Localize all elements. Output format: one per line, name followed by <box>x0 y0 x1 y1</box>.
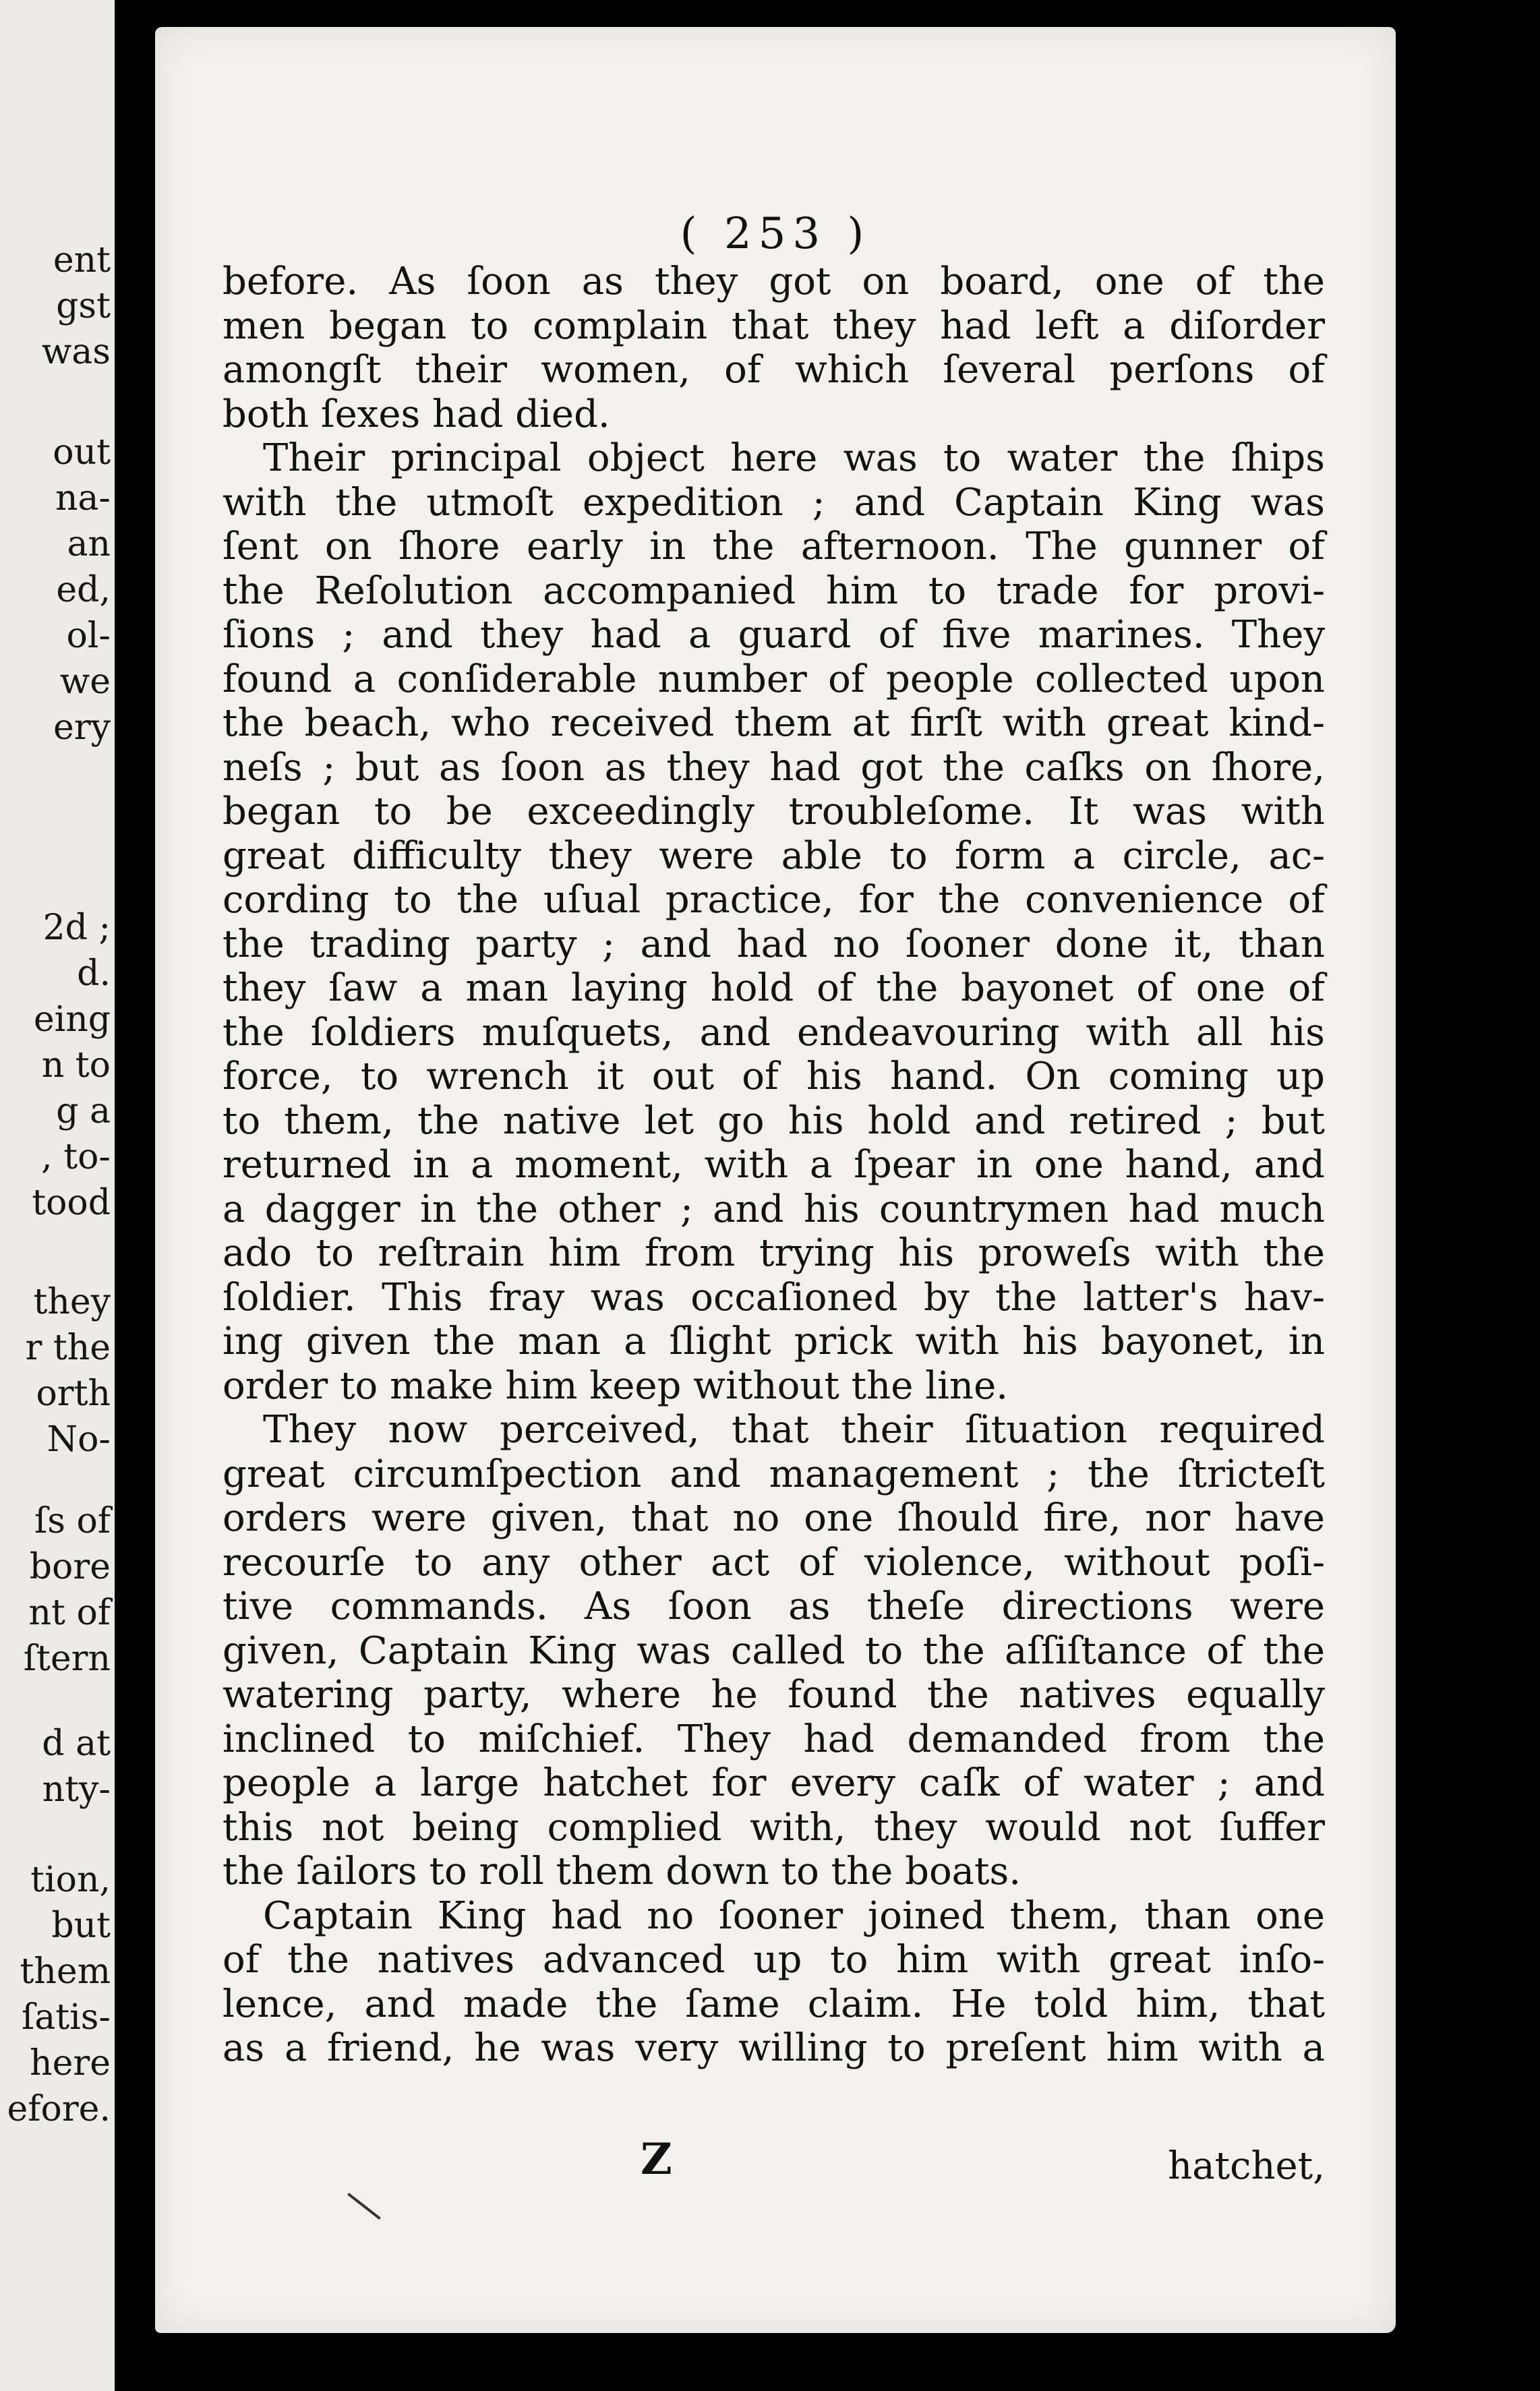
text-line: the Reſolution accompanied him to trade for provi- <box>223 568 1325 613</box>
catchword: hatchet, <box>1168 2144 1325 2188</box>
text-line: ing given the man a ſlight prick with his bayonet, in <box>223 1320 1325 1363</box>
book-gutter <box>115 0 155 2391</box>
text-line: neſs ; but as ſoon as they had got the caſks on ſhore, <box>223 745 1325 790</box>
text-line: as a friend, he was very willing to preſent him with a <box>223 2026 1325 2070</box>
facing-page-fragment: nty- <box>42 1769 111 1810</box>
text-line: Captain King had no ſooner joined them, than one <box>263 1893 1325 1938</box>
facing-page-fragment: an <box>67 524 111 564</box>
facing-page-fragment: gst <box>56 286 111 326</box>
text-line: orders were given, that no one ſhould fire, nor have <box>223 1496 1325 1540</box>
facing-page-fragment: but <box>51 1906 111 1946</box>
facing-page-fragment: No- <box>47 1419 111 1460</box>
text-line: They now perceived, that their ſituation required <box>263 1408 1325 1452</box>
text-line: found a conſiderable number of people collected upon <box>223 657 1325 701</box>
facing-page-fragment: we <box>59 661 111 702</box>
facing-page-fragment: out <box>53 432 111 473</box>
facing-page-fragment: bore <box>29 1547 111 1587</box>
text-line: people a large hatchet for every caſk of water ; and <box>223 1761 1325 1805</box>
text-line: they ſaw a man laying hold of the bayonet of one of <box>223 966 1325 1010</box>
text-line: ſoldier. This fray was occaſioned by the latter's hav- <box>223 1275 1325 1320</box>
facing-page-fragment: ol- <box>66 616 111 656</box>
facing-page-fragment: na- <box>55 478 111 519</box>
facing-page-fragment: ſs of <box>34 1501 111 1541</box>
text-line: given, Captain King was called to the aſſiſtance of the <box>223 1628 1325 1673</box>
text-line: of the natives advanced up to him with great inſo- <box>223 1938 1325 1982</box>
signature-mark: Z <box>641 2134 672 2185</box>
facing-page-fragment: nt of <box>28 1593 111 1633</box>
text-line: ſent on ſhore early in the afternoon. The gunner of <box>223 525 1325 568</box>
facing-page-edge <box>0 0 115 2391</box>
facing-page-fragment: tood <box>32 1183 111 1223</box>
text-line: tive commands. As ſoon as theſe directions were <box>223 1585 1325 1628</box>
facing-page-fragment: they <box>33 1282 111 1322</box>
facing-page-fragment: n to <box>41 1045 111 1086</box>
text-line: lence, and made the ſame claim. He told him, that <box>223 1982 1325 2026</box>
text-line: the ſoldiers muſquets, and endeavouring with all his <box>223 1010 1325 1055</box>
text-line: recourſe to any other act of violence, without poſi- <box>223 1540 1325 1585</box>
facing-page-fragment: efore. <box>7 2089 111 2129</box>
facing-page-fragment: ery <box>53 707 111 748</box>
facing-page-fragment: g a <box>56 1091 111 1131</box>
text-line: ſions ; and they had a guard of five marines. They <box>223 613 1325 657</box>
facing-page-fragment: tion, <box>30 1860 111 1900</box>
body-text <box>223 260 1325 2071</box>
facing-page-fragment: ſatis- <box>21 1997 111 2038</box>
text-line: the ſailors to roll them down to the boats. <box>223 1850 1021 1893</box>
facing-page-fragment: was <box>41 332 111 372</box>
text-line: this not being complied with, they would not ſuffer <box>223 1805 1325 1850</box>
text-line: watering party, where he found the natives equally <box>223 1673 1325 1717</box>
facing-page-fragment: orth <box>36 1374 111 1414</box>
text-line: a dagger in the other ; and his countrymen had much <box>223 1187 1325 1231</box>
text-line: the beach, who received them at firſt with great kind- <box>223 701 1325 745</box>
text-line: Their principal object here was to water the ſhips <box>263 436 1325 480</box>
book-page <box>155 27 1396 2333</box>
facing-page-fragment: 2d ; <box>42 908 111 948</box>
page-number: ( 253 ) <box>680 209 871 259</box>
facing-page-fragment: ent <box>53 240 111 281</box>
facing-page-fragment: them <box>20 1951 111 1992</box>
text-line: returned in a moment, with a ſpear in one hand, and <box>223 1143 1325 1187</box>
facing-page-fragment: r the <box>25 1328 111 1368</box>
facing-page-fragment: ed, <box>56 570 111 610</box>
text-line: men began to complain that they had left a diſorder <box>223 303 1325 348</box>
facing-page-fragment: d at <box>42 1723 111 1764</box>
text-line: the trading party ; and had no ſooner done it, than <box>223 922 1325 966</box>
text-line: force, to wrench it out of his hand. On coming up <box>223 1055 1325 1098</box>
text-line: great difficulty they were able to form a circle, ac- <box>223 833 1325 878</box>
text-line: began to be exceedingly troubleſome. It was with <box>223 790 1325 833</box>
text-line: with the utmoſt expedition ; and Captain King was <box>223 480 1325 525</box>
text-line: cording to the uſual practice, for the convenience of <box>223 878 1325 922</box>
text-line: to them, the native let go his hold and retired ; but <box>223 1098 1325 1143</box>
text-line: amongſt their women, of which ſeveral perſons of <box>223 348 1325 392</box>
text-line: inclined to miſchief. They had demanded from the <box>223 1717 1325 1761</box>
facing-page-fragment: d. <box>77 953 111 994</box>
text-line: before. As ſoon as they got on board, one of the <box>223 260 1325 303</box>
ink-mark <box>347 2193 381 2220</box>
text-line: great circumſpection and management ; the ſtricteſt <box>223 1452 1325 1496</box>
facing-page-fragment: ſtern <box>23 1639 111 1679</box>
facing-page-fragment: , to- <box>41 1137 111 1177</box>
text-line: order to make him keep without the line. <box>223 1363 1009 1408</box>
facing-page-fragment: here <box>30 2043 111 2084</box>
facing-page-fragment: eing <box>33 999 111 1040</box>
text-line: ado to reſtrain him from trying his proweſs with the <box>223 1231 1325 1275</box>
text-line: both ſexes had died. <box>223 392 610 436</box>
